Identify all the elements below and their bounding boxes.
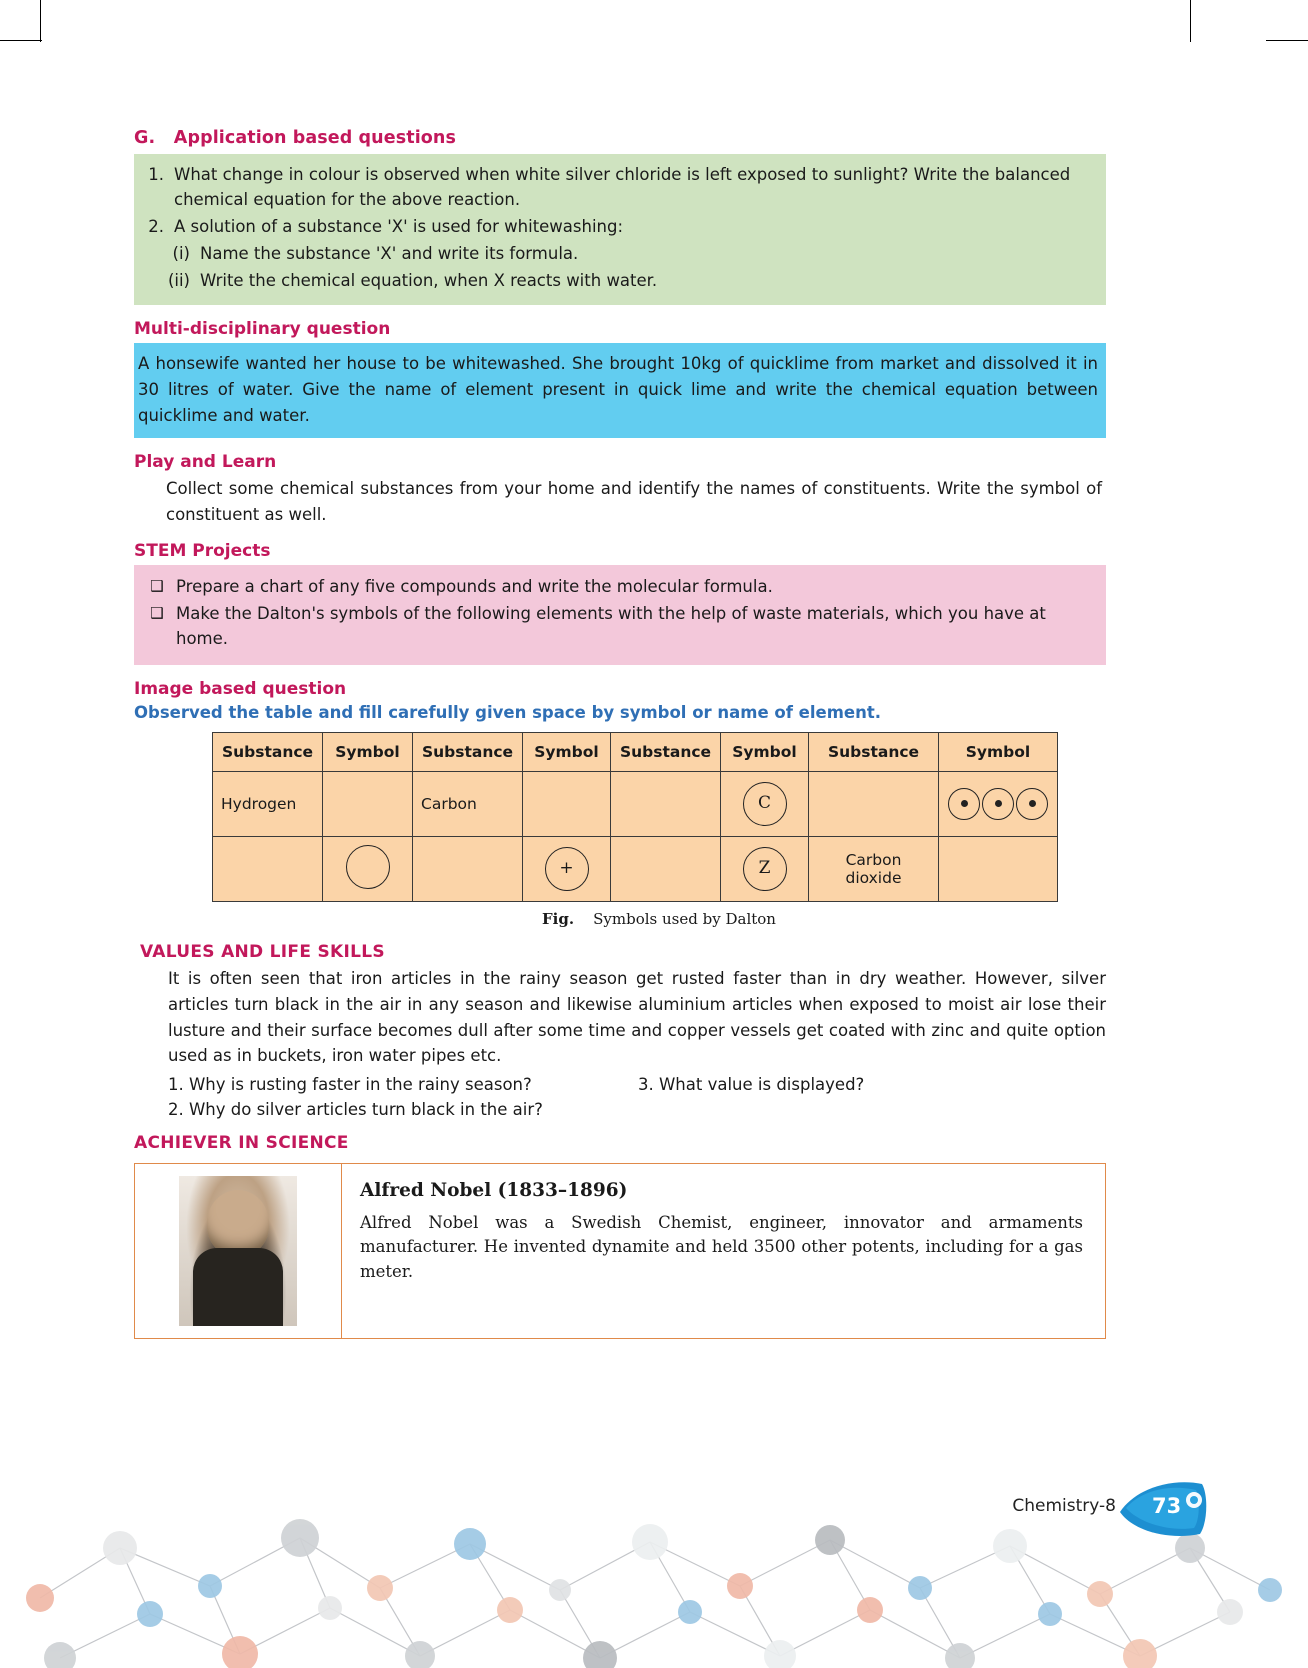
table-cell-symbol: [323, 837, 413, 902]
column-header: Symbol: [523, 733, 611, 772]
question-text: What change in colour is observed when white silver chloride is left exposed to sunlight? Write the balanced chemical equation for the above reaction.: [174, 165, 1071, 210]
table-cell-blank[interactable]: [523, 772, 611, 837]
dot-icon: [961, 800, 968, 807]
checkbox-icon: ❑: [150, 577, 164, 596]
table-cell-substance: Carbon: [413, 772, 523, 837]
column-header: Substance: [213, 733, 323, 772]
stem-project-item: [138, 575, 1102, 600]
table-header-row: [213, 733, 1058, 772]
crop-mark-top-left: [40, 0, 41, 42]
question-text: Write the chemical equation, when X reacts with water.: [200, 271, 658, 291]
circle-symbol-icon: C: [743, 782, 787, 826]
question-text: A solution of a substance 'X' is used for whitewashing:: [174, 217, 624, 237]
image-based-instruction: Observed the table and fill carefully given space by symbol or name of element.: [134, 703, 882, 723]
achiever-name: Alfred Nobel (1833–1896): [360, 1179, 628, 1201]
values-question-row: [168, 1100, 1106, 1119]
dotted-circle-icon: [982, 788, 1014, 820]
page-number-badge: [1116, 1478, 1212, 1540]
section-heading-achiever-in-science: ACHIEVER IN SCIENCE: [134, 1132, 349, 1153]
crop-mark-right-top: [1266, 40, 1308, 41]
table-row: [213, 772, 1058, 837]
table-cell-blank[interactable]: [611, 837, 721, 902]
values-question-row: [168, 1075, 1106, 1094]
application-questions-box: [134, 154, 1106, 305]
column-header: Substance: [611, 733, 721, 772]
crop-mark-top-right: [1190, 0, 1191, 42]
section-heading-image-based-question: Image based question: [134, 679, 347, 700]
table-cell-blank[interactable]: [939, 837, 1058, 902]
question-item: [134, 268, 1106, 293]
table-cell-blank[interactable]: [413, 837, 523, 902]
values-body: It is often seen that iron articles in the rainy season get rusted faster than in dry weather. However, silver articles turn black in the air in any season and likewise aluminium articles when exposed to moist air lose their lusture and their surface becomes dull after some time and copper vessels get coated with zinc and quite option used as in buckets, iron water pipes etc.: [168, 969, 1106, 1066]
section-letter: G.: [134, 128, 156, 148]
table-cell-blank[interactable]: [809, 772, 939, 837]
column-header: Symbol: [939, 733, 1058, 772]
section-heading-application: [134, 128, 1106, 148]
table-cell-blank[interactable]: [611, 772, 721, 837]
question-number: (ii): [167, 271, 190, 291]
stem-projects-box: [134, 565, 1106, 665]
values-question: 1. Why is rusting faster in the rainy season?: [168, 1074, 532, 1094]
table-cell-symbol: [939, 772, 1058, 837]
values-question: 2. Why do silver articles turn black in the air?: [168, 1099, 543, 1119]
dalton-symbols-table: [212, 732, 1058, 902]
question-text: Name the substance 'X' and write its formula.: [200, 244, 579, 264]
table-cell-substance: Carbon dioxide: [809, 837, 939, 902]
question-number: 2.: [148, 217, 164, 237]
achiever-photo-cell: [135, 1164, 342, 1338]
section-heading-multidisciplinary: Multi-disciplinary question: [134, 319, 391, 340]
multidisciplinary-body: A honsewife wanted her house to be whitewashed. She brought 10kg of quicklime from market and dissolved it in 30 litres of water. Give the name of element present in quick lime and write the chemical equation between quicklime and water.: [138, 354, 1098, 425]
question-item: [134, 162, 1106, 212]
molecule-pattern-icon: [0, 1418, 1308, 1668]
dotted-circle-icon: [948, 788, 980, 820]
achiever-text-cell: [342, 1164, 1105, 1338]
page-content: [134, 128, 1106, 1339]
stem-project-text: Make the Dalton's symbols of the following elements with the help of waste materials, which you have at home.: [176, 603, 1046, 648]
column-header: Substance: [413, 733, 523, 772]
circle-plus-icon: +: [545, 847, 589, 891]
table-cell-symbol: [523, 837, 611, 902]
question-item: [134, 214, 1106, 239]
question-number: 1.: [148, 165, 164, 184]
dalton-table-wrapper: [212, 732, 1106, 902]
table-cell-substance: Hydrogen: [213, 772, 323, 837]
footer-decoration: [0, 1418, 1308, 1668]
achiever-bio: Alfred Nobel was a Swedish Chemist, engineer, innovator and armaments manufacturer. He invented dynamite and held 3500 other potents, including for a gas meter.: [360, 1212, 1083, 1282]
column-header: Symbol: [721, 733, 809, 772]
question-item: [134, 241, 1106, 266]
crop-mark-left-top: [0, 40, 42, 41]
section-heading-play-and-learn: Play and Learn: [134, 452, 277, 473]
table-row: [213, 837, 1058, 902]
achiever-card: [134, 1163, 1106, 1339]
stem-project-item: [138, 602, 1102, 652]
section-title: Application based questions: [173, 128, 456, 148]
page-number: 73: [1152, 1494, 1182, 1518]
multidisciplinary-box: [134, 343, 1106, 438]
empty-circle-icon: [346, 845, 390, 889]
table-cell-blank[interactable]: [323, 772, 413, 837]
figure-caption-label: Fig.: [542, 910, 575, 929]
three-dotted-circles-icon: [947, 788, 1049, 820]
dotted-circle-icon: [1016, 788, 1048, 820]
figure-caption-text: Symbols used by Dalton: [593, 910, 776, 929]
table-cell-symbol: [721, 837, 809, 902]
column-header: Symbol: [323, 733, 413, 772]
section-heading-stem-projects: STEM Projects: [134, 541, 271, 562]
checkbox-icon: ❑: [150, 603, 164, 622]
table-cell-symbol: [721, 772, 809, 837]
circle-symbol-icon: Z: [743, 847, 787, 891]
dot-icon: [1029, 800, 1036, 807]
alfred-nobel-portrait: [179, 1176, 297, 1326]
section-heading-values-and-life-skills: VALUES AND LIFE SKILLS: [140, 942, 385, 963]
values-question: 3. What value is displayed?: [638, 1074, 865, 1094]
figure-caption: [212, 910, 1106, 928]
play-and-learn-body: Collect some chemical substances from your home and identify the names of constituents. Write the symbol of constituent as well.: [166, 479, 1102, 524]
column-header: Substance: [809, 733, 939, 772]
footer-book-label: Chemistry-8: [1012, 1496, 1116, 1516]
stem-project-text: Prepare a chart of any five compounds and write the molecular formula.: [176, 577, 773, 597]
question-number: (i): [172, 244, 190, 264]
dot-icon: [995, 800, 1002, 807]
table-cell-blank[interactable]: [213, 837, 323, 902]
